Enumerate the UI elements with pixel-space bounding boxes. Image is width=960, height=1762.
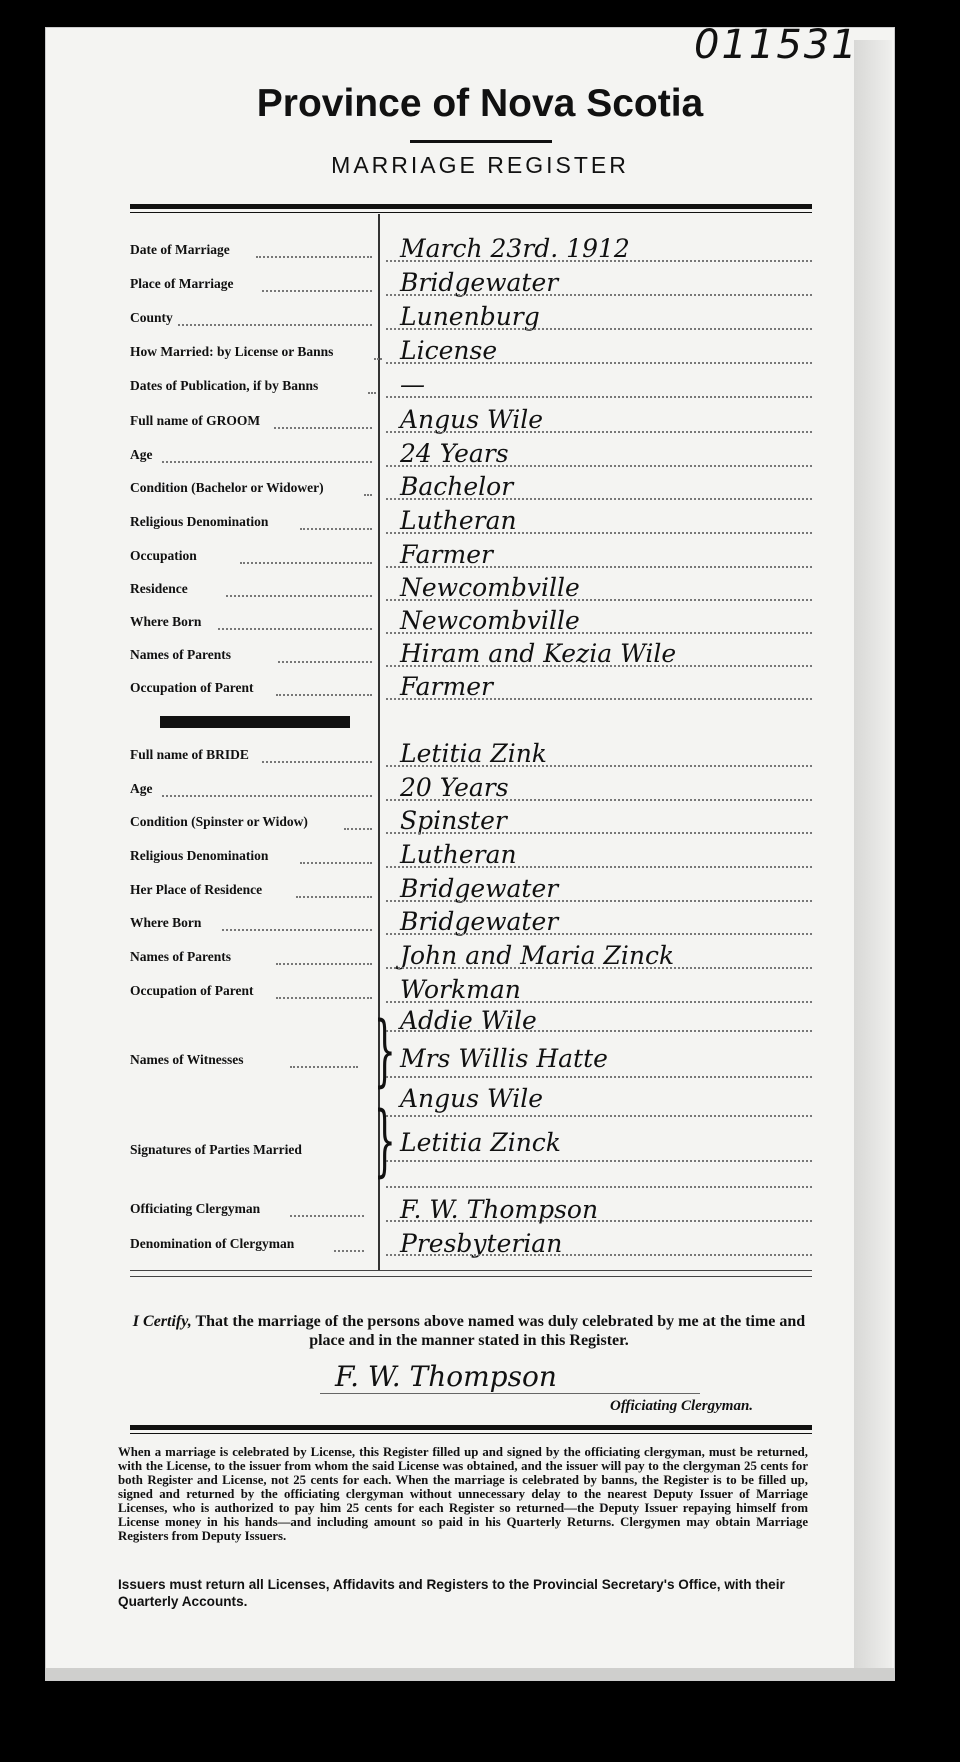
field-value-line: [386, 566, 812, 568]
signature-bride: Letitia Zinck: [400, 1128, 561, 1157]
field-value: Newcombville: [400, 573, 580, 602]
witnesses-label: Names of Witnesses: [130, 1052, 244, 1067]
signature-caption: Officiating Clergyman.: [610, 1398, 754, 1414]
field-leader-dots: [276, 694, 372, 696]
field-leader-dots: [162, 795, 372, 797]
field-leader-dots: [374, 358, 382, 360]
field-value: Farmer: [400, 672, 493, 701]
field-value: 20 Years: [400, 773, 509, 802]
field-label: Where Born: [130, 614, 202, 629]
field-value: Bridgewater: [400, 907, 559, 936]
field-value: Lunenburg: [400, 302, 540, 331]
signature-groom: Angus Wile: [400, 1084, 544, 1113]
field-leader-dots: [296, 896, 372, 898]
field-value-line: [386, 698, 812, 700]
field-label: Occupation of Parent: [130, 983, 254, 998]
field-label: Her Place of Residence: [130, 882, 263, 897]
field-value: Lutheran: [400, 840, 517, 869]
field-leader-dots: [344, 828, 372, 830]
field-value-line: [386, 532, 812, 534]
field-value-line: [386, 328, 812, 330]
field-label: Religious Denomination: [130, 848, 269, 863]
witnesses-brace: }: [373, 1006, 396, 1096]
field-value-line: [386, 900, 812, 902]
field-label: Condition (Bachelor or Widower): [130, 480, 324, 495]
signatures-brace: }: [373, 1096, 396, 1186]
field-leader-dots: [178, 324, 372, 326]
field-value: Hiram and Kezia Wile: [400, 639, 677, 668]
bride-section-divider: [160, 716, 350, 728]
page-title: Province of Nova Scotia: [256, 82, 704, 125]
field-value: John and Maria Zinck: [400, 941, 675, 970]
denomination-clergy-value: Presbyterian: [400, 1229, 563, 1258]
field-leader-dots: [262, 290, 372, 292]
field-leader-dots: [276, 997, 372, 999]
field-value-line: [386, 599, 812, 601]
field-label: Date of Marriage: [130, 242, 230, 257]
field-value: Farmer: [400, 540, 493, 569]
field-label: Dates of Publication, if by Banns: [130, 378, 319, 393]
witness-1: Addie Wile: [400, 1006, 537, 1035]
certification-signature: F. W. Thompson: [335, 1360, 557, 1393]
field-value-line: [386, 866, 812, 868]
signatures-label: Signatures of Parties Married: [130, 1142, 302, 1157]
field-value-line: [386, 765, 812, 767]
field-leader-dots: [274, 427, 372, 429]
instructions-rule-thin: [130, 1433, 812, 1434]
certify-lead: I Certify,: [132, 1313, 192, 1330]
field-value: Bachelor: [400, 472, 514, 501]
field-value: Newcombville: [400, 606, 580, 635]
witness-1-line: [386, 1030, 812, 1032]
field-leader-dots: [240, 562, 372, 564]
field-value: License: [400, 336, 498, 365]
field-value-line: [386, 967, 812, 969]
field-leader-dots: [278, 661, 372, 663]
field-value: Letitia Zink: [400, 739, 547, 768]
field-leader-dots: [256, 256, 372, 258]
field-leader-dots: [222, 929, 372, 931]
field-label: Age: [130, 447, 153, 462]
certification-text: [124, 1312, 814, 1350]
top-rule: [130, 204, 812, 209]
field-value-line: [386, 498, 812, 500]
field-leader-dots: [364, 494, 372, 496]
field-label: Occupation: [130, 548, 197, 563]
field-label: Condition (Spinster or Widow): [130, 814, 308, 829]
field-leader-dots: [162, 461, 372, 463]
denomination-clergy-label: Denomination of Clergyman: [130, 1236, 295, 1251]
paper-bottom-edge: [46, 1668, 894, 1680]
paper-fold-edge: [854, 40, 892, 1680]
field-leader-dots: [262, 761, 372, 763]
field-value: March 23rd. 1912: [400, 234, 630, 263]
clergyman-line: [386, 1220, 812, 1222]
signature-line: [320, 1393, 700, 1394]
field-value-line: [386, 799, 812, 801]
field-label: Where Born: [130, 915, 202, 930]
instructions-rule: [130, 1425, 812, 1430]
field-label: Residence: [130, 581, 188, 596]
register-number: 011531: [694, 22, 859, 68]
top-rule-thin: [130, 212, 812, 213]
field-label: Religious Denomination: [130, 514, 269, 529]
clergyman-label: Officiating Clergyman: [130, 1201, 261, 1216]
clergyman-value: F. W. Thompson: [400, 1195, 599, 1224]
field-label: Full name of GROOM: [130, 413, 261, 428]
field-value-line: [386, 260, 812, 262]
field-value: —: [400, 370, 425, 399]
field-label: Place of Marriage: [130, 276, 234, 291]
mid-rule-2: [130, 1276, 812, 1277]
signature-2-line: [386, 1160, 812, 1162]
field-label: Names of Parents: [130, 647, 231, 662]
field-value-line: [386, 665, 812, 667]
field-value: 24 Years: [400, 439, 509, 468]
field-label: Full name of BRIDE: [130, 747, 249, 762]
field-value: Lutheran: [400, 506, 517, 535]
field-value-line: [386, 933, 812, 935]
field-value-line: [386, 632, 812, 634]
footer-note: Issuers must return all Licenses, Affidavits and Registers to the Provincial Secretary's Office, with their Quarterly Accounts.: [118, 1577, 785, 1609]
clergyman-leader-dots: [290, 1215, 364, 1217]
mid-rule-1: [130, 1270, 812, 1271]
signature-3-line: [386, 1186, 812, 1188]
witness-2-line: [386, 1076, 812, 1078]
field-value-line: [386, 431, 812, 433]
field-value: Spinster: [400, 806, 507, 835]
field-label: Age: [130, 781, 153, 796]
field-value: Bridgewater: [400, 268, 559, 297]
instructions-text: When a marriage is celebrated by License, this Register filled up and signed by the officiating clergyman, must be returned, with the License, to the issuer from whom the said License was obtained, and the issuer will pay to the clergyman 25 cents for both Register and License, not 25 cents for each. When the marriage is celebrated by banns, the Register is to be filled up, signed and returned by the officiating clergyman without unnecessary delay to the nearest Deputy Issuer of Marriage Licenses, who is authorized to pay him 25 cents for each Register so returned—the Deputy Issuer repaying himself from License money in his hands—and including amount so paid in his Quarterly Returns. Clergymen may obtain Marriage Registers from Deputy Issuers.: [118, 1445, 808, 1543]
witness-2: Mrs Willis Hatte: [400, 1044, 608, 1073]
signature-1-line: [386, 1115, 812, 1117]
field-value: Bridgewater: [400, 874, 559, 903]
field-label: Occupation of Parent: [130, 680, 254, 695]
field-label: County: [130, 310, 173, 325]
field-value-line: [386, 1001, 812, 1003]
field-label: How Married: by License or Banns: [130, 344, 334, 359]
field-value: Workman: [400, 975, 521, 1004]
denomination-clergy-leader-dots: [334, 1250, 364, 1252]
field-leader-dots: [226, 595, 372, 597]
field-value-line: [386, 465, 812, 467]
field-leader-dots: [368, 392, 376, 394]
field-value-line: [386, 396, 812, 398]
field-leader-dots: [300, 862, 372, 864]
field-leader-dots: [218, 628, 372, 630]
certify-body: That the marriage of the persons above named was duly celebrated by me at the time and place and in the manner stated in this Register.: [195, 1313, 806, 1349]
page-subtitle: MARRIAGE REGISTER: [331, 152, 629, 178]
field-value-line: [386, 832, 812, 834]
witnesses-leader-dots: [290, 1066, 358, 1068]
field-leader-dots: [300, 528, 372, 530]
field-value-line: [386, 362, 812, 364]
field-leader-dots: [276, 963, 372, 965]
field-value: Angus Wile: [400, 405, 544, 434]
title-rule: [410, 140, 552, 143]
denomination-clergy-line: [386, 1254, 812, 1256]
field-label: Names of Parents: [130, 949, 231, 964]
field-value-line: [386, 294, 812, 296]
